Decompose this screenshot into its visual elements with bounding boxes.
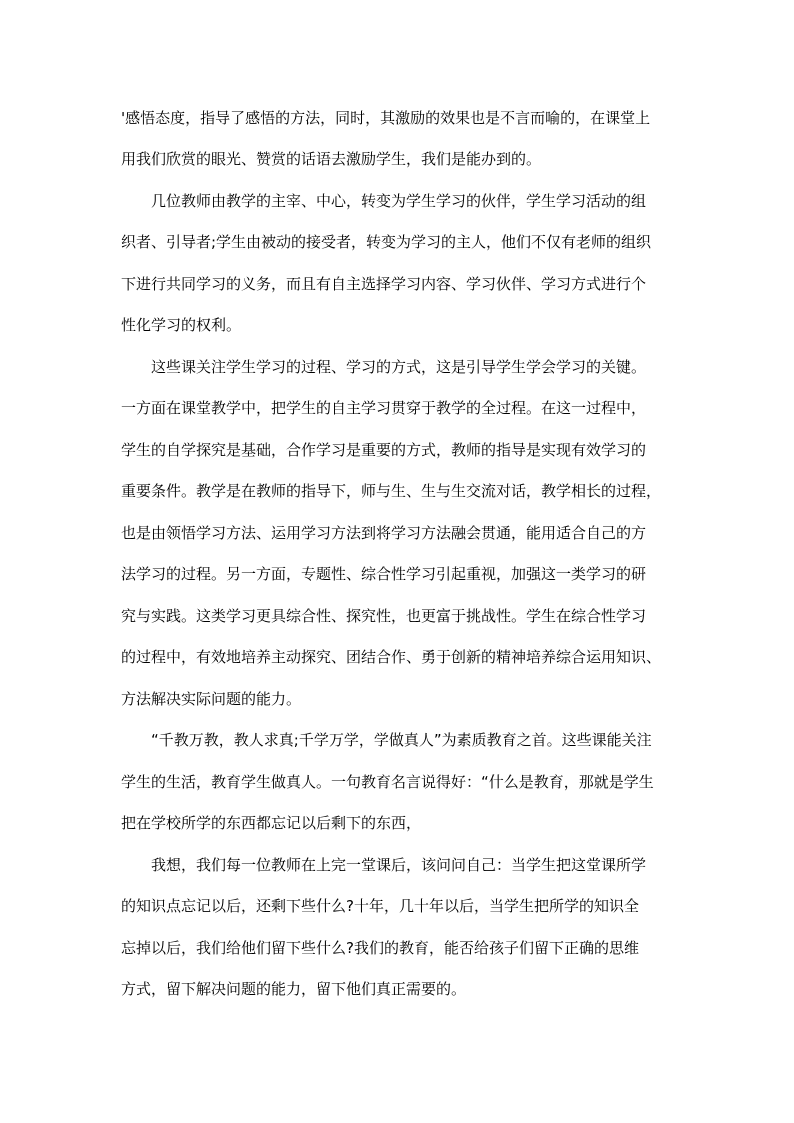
paragraph-line: 下进行共同学习的义务，而且有自主选择学习内容、学习伙伴、学习方式进行个 — [121, 275, 647, 293]
paragraph-line: 几位教师由教学的主宰、中心，转变为学生学习的伙伴，学生学习活动的组 — [151, 192, 647, 210]
paragraph-line: “千教万教，教人求真;千学万学，学做真人”为素质教育之首。这些课能关注 — [151, 731, 652, 749]
paragraph-line: 方式，留下解决问题的能力，留下他们真正需要的。 — [121, 980, 467, 998]
paragraph-line: 性化学习的权利。 — [121, 316, 242, 334]
paragraph-line: 这些课关注学生学习的过程、学习的方式，这是引导学生学会学习的关键。 — [151, 358, 647, 376]
paragraph-line: 究与实践。这类学习更具综合性、探究性，也更富于挑战性。学生在综合性学习 — [121, 607, 647, 625]
paragraph-line: 把在学校所学的东西都忘记以后剩下的东西， — [121, 814, 422, 832]
paragraph-line: 忘掉以后，我们给他们留下些什么?我们的教育，能否给孩子们留下正确的思维 — [121, 939, 639, 957]
paragraph-line: 方法解决实际问题的能力。 — [121, 690, 302, 708]
paragraph-line: 织者、引导者;学生由被动的接受者，转变为学习的主人，他们不仅有老师的组织 — [121, 233, 652, 251]
paragraph-line: 用我们欣赏的眼光、赞赏的话语去激励学生，我们是能办到的。 — [121, 150, 542, 168]
paragraph-line: 学生的生活，教育学生做真人。一句教育名言说得好：“什么是教育，那就是学生 — [121, 773, 654, 791]
paragraph-line: 重要条件。教学是在教师的指导下，师与生、生与生交流对话，教学相长的过程， — [121, 482, 662, 500]
paragraph-line: 学生的自学探究是基础，合作学习是重要的方式，教师的指导是实现有效学习的 — [121, 441, 647, 459]
paragraph-line: 的过程中，有效地培养主动探究、团结合作、勇于创新的精神培养综合运用知识、 — [121, 648, 662, 666]
paragraph-line: 也是由领悟学习方法、运用学习方法到将学习方法融会贯通，能用适合自己的方 — [121, 524, 647, 542]
paragraph-line: '感悟态度，指导了感悟的方法，同时，其激励的效果也是不言而喻的，在课堂上 — [121, 109, 651, 127]
paragraph-line: 的知识点忘记以后，还剩下些什么?十年，几十年以后，当学生把所学的知识全 — [121, 897, 639, 915]
paragraph-line: 法学习的过程。另一方面，专题性、综合性学习引起重视，加强这一类学习的研 — [121, 565, 647, 583]
paragraph-line: 我想，我们每一位教师在上完一堂课后，该问问自己：当学生把这堂课所学 — [151, 856, 647, 874]
paragraph-line: 一方面在课堂教学中，把学生的自主学习贯穿于教学的全过程。在这一过程中， — [121, 399, 647, 417]
